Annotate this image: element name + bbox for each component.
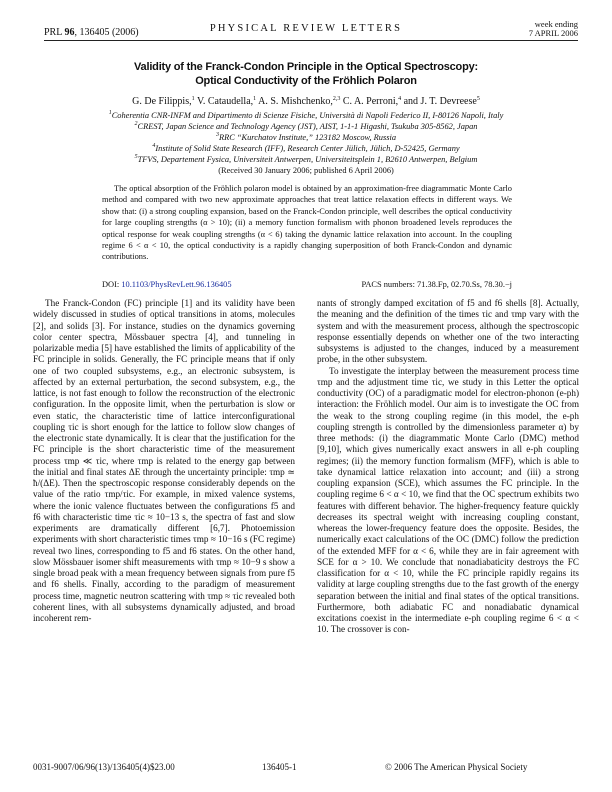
body-paragraph: The Franck-Condon (FC) principle [1] and its validity have been widely discussed in studies of optical transitions in atoms, molecules [2], and solids [3]. For instance, studies on the dynamics governing color center spectra, Mössbauer spectra [4], and tunneling in polarizable media [5] have established the limits of applicability of the FC principle in solids. Generally, the FC principle means that if only one of two coupled subsystems, e.g., an electronic subsystem, is affected by an external perturbation, the second subsystem, e.g., the lattice, is not fast enough to follow the reconstruction of the electronic configuration. In the opposite limit, when the perturbation is slow or even static, the characteristic time of lattice interconfigurational coupling τic is short enough for the lattice to follow slow changes of the electronic state dynamically. It is clear that the justification for the FC principle is the short characteristic time of the measurement process τmp ≪ τic, where τmp is related to the energy gap between the initial and final states ΔE through the uncertainty principle: τmp ≃ ħ/(ΔE). Then the spectroscopic response considerably depends on the value of the ratio τmp/τic. For example, in mixed valence systems, where the ionic valence fluctuates between the configurations f5 and f6 with characteristic time τic ≈ 10−13 s, the spectra of fast and slow experiments are dramatically different [6,7]. Photoemission experiments with short characteristic times τmp ≈ 10−16 s (FC regime) reveal two lines, corresponding to f5 and f6 states. On the other hand, slow Mössbauer isomer shift measurements with τmp ≈ 10−9 s show a single broad peak with a mean frequency between signals from pure f5 and f6 shells. Finally, according to the paradigm of measurement process time, magnetic neutron scattering with τmp ≈ τic revealed both coherent lines, with all subsystems dynamically adjusted, and broad incoherent rem-: [33, 298, 295, 623]
author: and J. T. Devreese$^5$: [403, 96, 480, 107]
header-rule: [44, 40, 578, 41]
pacs-numbers: PACS numbers: 71.38.Fp, 02.70.Ss, 78.30.−j: [361, 280, 512, 289]
body-paragraph: To investigate the interplay between the measurement process time τmp and the adjustment time τic, we study in this Letter the optical conductivity (OC) of a paradigmatic model for electron-phonon (e-ph) interaction: the Fröhlich model. Our aim is to investigate the OC from the weak to the strong coupling regime (in this model, the e-ph coupling strength is controlled by the dimensionless parameter α) by three methods: (i) the diagrammatic Monte Carlo (DMC) method [9,10], which gives numerically exact answers in all e-ph coupling regimes; (ii) the memory function formalism (MFF), which is able to take dynamical lattice relaxation into account; and (iii) a strong coupling expansion (SCE), which assumes the FC principle. In the coupling regime 6 < α < 10, we find that the OC spectrum exhibits two features with different behavior. The higher-frequency feature quickly decreases its spectral weight with increasing coupling constant, whereas the lower-frequency feature does the opposite. Besides, the numerically exact calculations of the OC (DMC) follow the prediction of the extended MFF for α < 6, while they are in fair agreement with SCE for α > 10. We conclude that nonadiabaticity destroys the FC classification for α < 10, while the FC principle rapidly regains its validity at large coupling strengths due to the fast growth of the energy separation between the initial and final states of the optical transitions. Furthermore, both adiabatic FC and nonadiabatic dynamical excitations coexist in the intermediate e-ph coupling regime 6 < α < 10. The crossover is con-: [317, 365, 579, 635]
received-date: (Received 30 January 2006; published 6 April 2006): [218, 166, 394, 175]
author-list: [0, 96, 612, 107]
footer-code: 0031-9007/06/96(13)/136405(4)$23.00: [33, 762, 175, 772]
abstract-text: The optical absorption of the Fröhlich polaron model is obtained by an approximation-free diagrammatic Monte Carlo method and compared with two new approximate approaches that treat lattice relaxation effects in different ways. We show that: (i) a strong coupling expansion, based on the Franck-Condon principle, well describes the optical conductivity for large coupling strengths (α > 10); (ii) a memory function formalism with phonon broadened levels reproduces the optical response for weak coupling strengths (α < 6) taking the dynamic lattice relaxation into account. In the coupling regime 6 < α < 10, the optical conductivity is a rapidly changing superposition of both Franck-Condon and dynamic contributions.: [102, 184, 512, 262]
week-ending-label: week ending: [534, 19, 578, 29]
doi-link[interactable]: 10.1103/PhysRevLett.96.136405: [121, 280, 232, 289]
journal-name: PHYSICAL REVIEW LETTERS: [209, 23, 403, 34]
body-column-right: [317, 298, 579, 636]
affiliation: $^3$RRC “Kurchatov Institute,” 123182 Moscow, Russia: [215, 132, 397, 142]
affiliation: $^4$Institute of Solid State Research (IFF), Research Center Jülich, Jülich, D-52425, Germany: [152, 143, 460, 153]
affiliation: $^1$Coherentia CNR-INFM and Dipartimento di Scienze Fisiche, Università di Napoli Federico II, I-80126 Napoli, Italy: [108, 110, 504, 120]
copyright: © 2006 The American Physical Society: [385, 762, 528, 772]
title-line-2: Optical Conductivity of the Fröhlich Polaron: [195, 75, 417, 87]
doi-label: DOI:: [102, 280, 120, 289]
week-ending-date: 7 APRIL 2006: [528, 28, 578, 38]
author: G. De Filippis,$^1$: [132, 96, 195, 107]
author: C. A. Perroni,$^4$: [342, 96, 402, 107]
author: V. Cataudella,$^1$: [196, 96, 257, 107]
affiliation: $^2$CREST, Japan Science and Technology Agency (JST), AIST, 1-1-1 Higashi, Tsukuba 305-8562, Japan: [134, 121, 478, 131]
affiliations: [0, 110, 612, 176]
author: A. S. Mishchenko,$^{2,3}$: [258, 96, 341, 107]
journal-ref-prefix: PRL: [44, 27, 65, 38]
abstract: [102, 183, 512, 263]
body-paragraph: nants of strongly damped excitation of f5 and f6 shells [8]. Actually, the meaning and the definition of the times τic and τmp vary with the system and with the measurement process, although the spectroscopic response essentially depends on whether one of the two interacting subsystems is adjusted to the changes, induced by a measurement probe, in the other subsystem.: [317, 298, 579, 365]
journal-volume: 96: [64, 27, 75, 38]
body-column-left: [33, 298, 295, 624]
issue-date: [529, 20, 578, 38]
title-line-1: Validity of the Franck-Condon Principle in the Optical Spectroscopy:: [134, 61, 478, 73]
paper-title: [0, 60, 612, 88]
journal-ref-suffix: , 136405 (2006): [74, 27, 139, 38]
affiliation: $^5$TFVS, Departement Fysica, Universiteit Antwerpen, Universiteitsplein 1, B2610 Antwerpen, Belgium: [134, 154, 478, 164]
page-number: 136405-1: [262, 762, 297, 772]
